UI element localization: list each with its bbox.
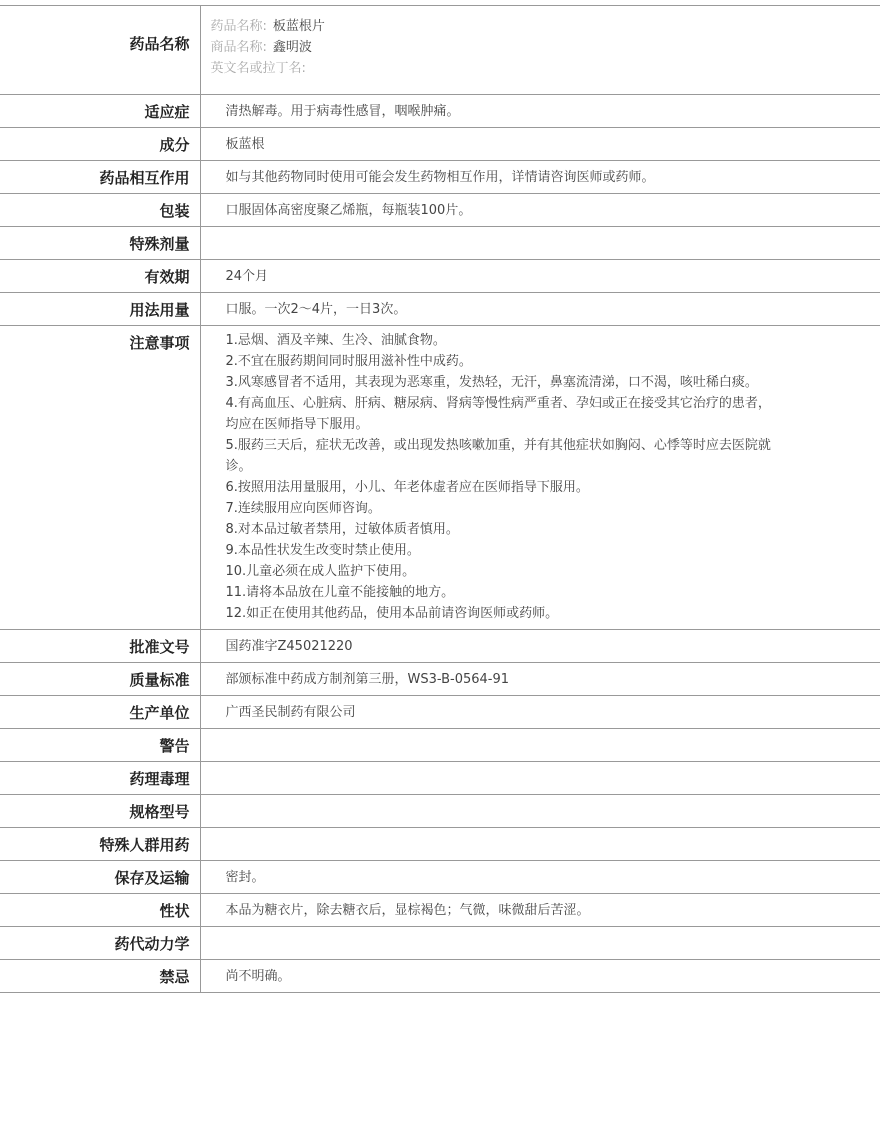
label-special-dosage: 特殊剂量 <box>0 227 200 260</box>
label-usage: 用法用量 <box>0 293 200 326</box>
label-approval: 批准文号 <box>0 630 200 663</box>
row-packaging <box>0 194 880 227</box>
precaution-item: 10.儿童必须在成人监护下使用。 <box>225 564 416 579</box>
precaution-item: 3.风寒感冒者不适用，其表现为恶寒重，发热轻，无汗，鼻塞流清涕，口不渴，咳吐稀白痰。 <box>225 375 758 390</box>
row-spec <box>0 795 880 828</box>
value-precautions <box>200 326 880 630</box>
generic-name-value: 板蓝根片 <box>272 19 325 34</box>
value-pharmacology <box>200 762 880 795</box>
drug-name-values <box>200 6 880 95</box>
value-indications: 清热解毒。用于病毒性感冒，咽喉肿痛。 <box>200 95 880 128</box>
row-warning <box>0 729 880 762</box>
label-interactions: 药品相互作用 <box>0 161 200 194</box>
label-precautions: 注意事项 <box>0 326 200 630</box>
row-special-dosage <box>0 227 880 260</box>
precaution-item: 2.不宜在服药期间同时服用滋补性中成药。 <box>225 354 472 369</box>
label-quality: 质量标准 <box>0 663 200 696</box>
label-special-groups: 特殊人群用药 <box>0 828 200 861</box>
precaution-item: 8.对本品过敏者禁用，过敏体质者慎用。 <box>225 522 459 537</box>
value-pharmacokinetics <box>200 927 880 960</box>
label-manufacturer: 生产单位 <box>0 696 200 729</box>
value-packaging: 口服固体高密度聚乙烯瓶，每瓶装100片。 <box>200 194 880 227</box>
row-precautions <box>0 326 880 630</box>
row-validity <box>0 260 880 293</box>
value-special-groups <box>200 828 880 861</box>
label-spec: 规格型号 <box>0 795 200 828</box>
english-name-line <box>211 58 880 79</box>
precaution-item: 1.忌烟、酒及辛辣、生冷、油腻食物。 <box>225 333 446 348</box>
trade-name-value: 鑫明波 <box>272 40 312 55</box>
label-pharmacokinetics: 药代动力学 <box>0 927 200 960</box>
label-ingredients: 成分 <box>0 128 200 161</box>
label-warning: 警告 <box>0 729 200 762</box>
precaution-item: 7.连续服用应向医师咨询。 <box>225 501 381 516</box>
drug-info-table <box>0 5 880 993</box>
row-special-groups <box>0 828 880 861</box>
row-indications <box>0 95 880 128</box>
precaution-item: 12.如正在使用其他药品，使用本品前请咨询医师或药师。 <box>225 606 559 621</box>
row-storage <box>0 861 880 894</box>
row-properties <box>0 894 880 927</box>
row-contraindications <box>0 960 880 993</box>
value-ingredients: 板蓝根 <box>200 128 880 161</box>
precaution-item: 5.服药三天后，症状无改善，或出现发热咳嗽加重，并有其他症状如胸闷、心悸等时应去医院就诊。 <box>225 438 771 474</box>
value-warning <box>200 729 880 762</box>
value-usage: 口服。一次2～4片，一日3次。 <box>200 293 880 326</box>
label-pharmacology: 药理毒理 <box>0 762 200 795</box>
row-usage <box>0 293 880 326</box>
value-spec <box>200 795 880 828</box>
value-quality: 部颁标准中药成方制剂第三册，WS3-B-0564-91 <box>200 663 880 696</box>
row-manufacturer <box>0 696 880 729</box>
trade-name-key: 商品名称: <box>210 40 267 55</box>
precaution-item: 9.本品性状发生改变时禁止使用。 <box>225 543 420 558</box>
label-validity: 有效期 <box>0 260 200 293</box>
row-approval <box>0 630 880 663</box>
row-quality <box>0 663 880 696</box>
value-contraindications: 尚不明确。 <box>200 960 880 993</box>
precaution-item: 4.有高血压、心脏病、肝病、糖尿病、肾病等慢性病严重者、孕妇或正在接受其它治疗的患者，均应在医师指导下服用。 <box>225 396 771 432</box>
precaution-item: 11.请将本品放在儿童不能接触的地方。 <box>225 585 455 600</box>
label-indications: 适应症 <box>0 95 200 128</box>
row-pharmacology <box>0 762 880 795</box>
label-storage: 保存及运输 <box>0 861 200 894</box>
label-contraindications: 禁忌 <box>0 960 200 993</box>
value-properties: 本品为糖衣片，除去糖衣后，显棕褐色；气微，味微甜后苦涩。 <box>200 894 880 927</box>
row-ingredients <box>0 128 880 161</box>
label-properties: 性状 <box>0 894 200 927</box>
label-packaging: 包装 <box>0 194 200 227</box>
trade-name-line <box>211 37 880 58</box>
precaution-item: 6.按照用法用量服用，小儿、年老体虚者应在医师指导下服用。 <box>225 480 589 495</box>
row-drug-name <box>0 6 880 95</box>
value-interactions: 如与其他药物同时使用可能会发生药物相互作用，详情请咨询医师或药师。 <box>200 161 880 194</box>
value-validity: 24个月 <box>200 260 880 293</box>
value-special-dosage <box>200 227 880 260</box>
row-pharmacokinetics <box>0 927 880 960</box>
label-drug-name: 药品名称 <box>0 6 200 95</box>
english-name-key: 英文名或拉丁名: <box>210 61 306 76</box>
row-interactions <box>0 161 880 194</box>
generic-name-key: 药品名称: <box>210 19 267 34</box>
generic-name-line <box>211 16 880 37</box>
value-manufacturer: 广西圣民制药有限公司 <box>200 696 880 729</box>
value-storage: 密封。 <box>200 861 880 894</box>
value-approval: 国药准字Z45021220 <box>200 630 880 663</box>
